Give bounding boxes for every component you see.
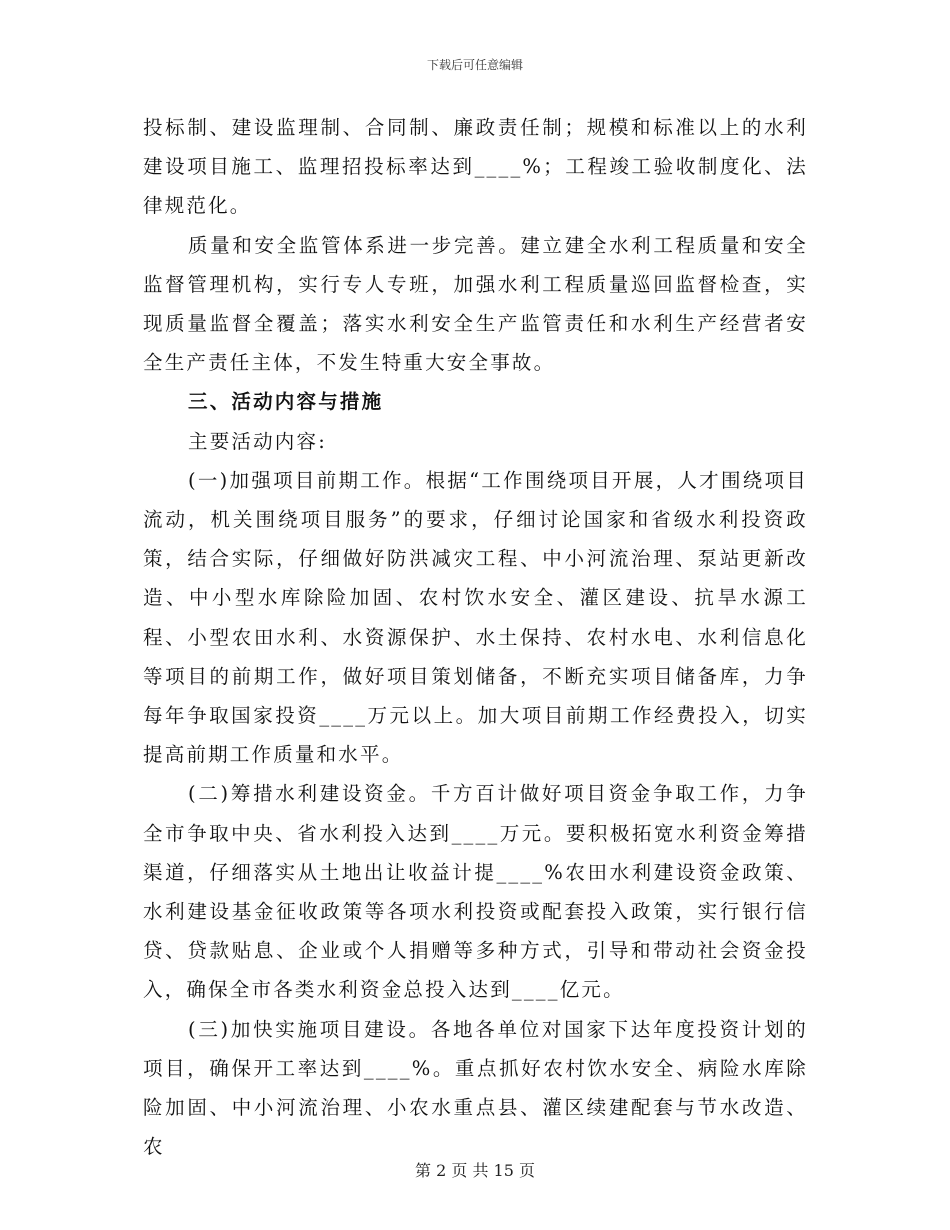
subheading-main-activities: 主要活动内容:: [188, 429, 327, 453]
paragraph-quality-safety: 质量和安全监管体系进一步完善。建立建全水利工程质量和安全监督管理机构，实行专人专班，加强水利工程质量巡回监督检查，实现质量监督全覆盖；落实水利安全生产监管责任和水利生产经营者安全生产责任主体，不发生特重大安全事故。: [143, 233, 808, 375]
paragraph-item-1: (一)加强项目前期工作。根据“工作围绕项目开展，人才围绕项目流动，机关围绕项目服务”的要求，仔细讨论国家和省级水利投资政策，结合实际，仔细做好防洪减灾工程、中小河流治理、泵站更新改造、中小型水库除险加固、农村饮水安全、灌区建设、抗旱水源工程、小型农田水利、水资源保护、水土保持、农村水电、水利信息化等项目的前期工作，做好项目策划储备，不断充实项目储备库，力争每年争取国家投资____万元以上。加大项目前期工作经费投入，切实提高前期工作质量和水平。: [143, 468, 808, 767]
paragraph-item-3: (三)加快实施项目建设。各地各单位对国家下达年度投资计划的项目，确保开工率达到____%。重点抓好农村饮水安全、病险水库除险加固、中小河流治理、小农水重点县、灌区续建配套与节水改造、农: [143, 1017, 809, 1159]
page-number: 第 2 页 共 15 页: [415, 1161, 535, 1180]
section-heading-activities: 三、活动内容与措施: [188, 390, 384, 414]
paragraph-bidding-system: 投标制、建设监理制、合同制、廉政责任制；规模和标准以上的水利建设项目施工、监理招投标率达到____%；工程竣工验收制度化、法律规范化。: [143, 116, 808, 218]
paragraph-item-2: (二)筹措水利建设资金。千方百计做好项目资金争取工作，力争全市争取中央、省水利投入达到____万元。要积极拓宽水利资金筹措渠道，仔细落实从土地出让收益计提____%农田水利建设资金政策、水利建设基金征收政策等各项水利投资或配套投入政策，实行银行信贷、贷款贴息、企业或个人捐赠等多种方式，引导和带动社会资金投入，确保全市各类水利资金总投入达到____亿元。: [143, 782, 809, 1002]
page-header-note: 下载后可任意编辑: [426, 58, 523, 72]
document-body: [143, 108, 808, 1166]
